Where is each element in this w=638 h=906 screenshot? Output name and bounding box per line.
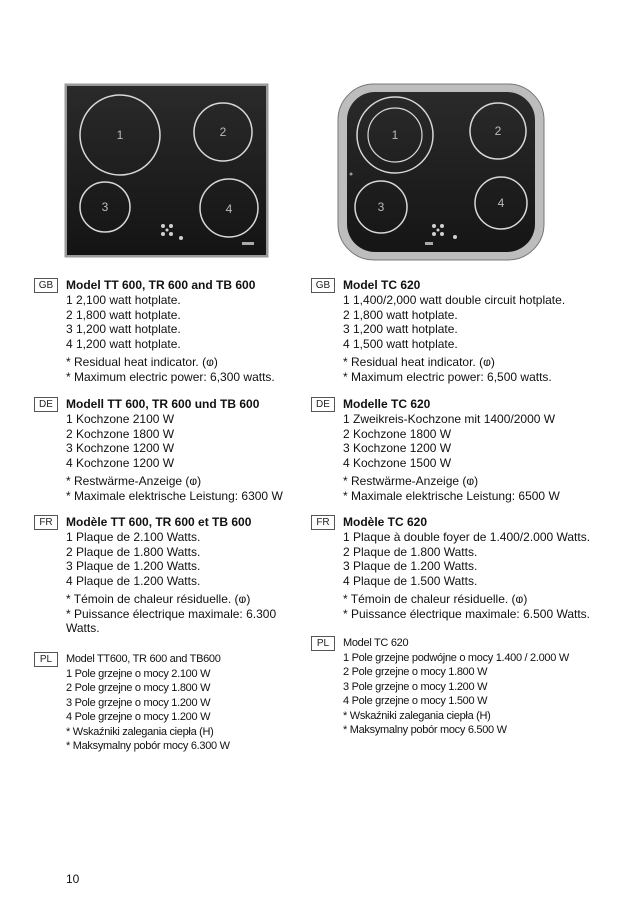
spec-line: 1 Kochzone 2100 W	[66, 412, 175, 426]
spec-line: 1 Pole grzejne podwójne o mocy 1.400 / 2.000 W	[343, 651, 569, 664]
page-number: 10	[66, 872, 80, 886]
lang-badge-pl: PL	[311, 636, 335, 651]
spec-line: 2 Pole grzejne o mocy 1.800 W	[66, 682, 211, 694]
hob-illustration-square	[64, 83, 269, 258]
spec-line: 2 Plaque de 1.800 Watts.	[343, 544, 478, 559]
note-line: * Restwärme-Anzeige (ⱷ)	[343, 474, 479, 488]
hob-rounded-svg	[337, 83, 545, 261]
spec-line: 3 Pole grzejne o mocy 1.200 W	[343, 680, 488, 693]
model-title: Model TC 620	[343, 278, 421, 292]
lang-badge-de: DE	[34, 397, 58, 412]
control-dot	[453, 235, 457, 239]
note-line: * Residual heat indicator. (ⱷ)	[66, 355, 218, 369]
spec-line: 2 Pole grzejne o mocy 1.800 W	[343, 666, 488, 678]
note-line: * Maximum electric power: 6,300 watts.	[66, 369, 275, 384]
control-dot	[179, 236, 183, 240]
spec-line: 3 1,200 watt hotplate.	[66, 322, 181, 336]
spec-line: 4 Pole grzejne o mocy 1.200 W	[66, 711, 211, 723]
spec-line: 2 1,800 watt hotplate.	[66, 307, 181, 322]
zone-2-label: 2	[494, 124, 502, 138]
note-line: * Wskaźniki zalegania ciepła (H)	[343, 709, 491, 722]
spec-line: 1 Plaque à double foyer de 1.400/2.000 Watts.	[343, 530, 591, 544]
spec-line: 1 Zweikreis-Kochzone mit 1400/2000 W	[343, 412, 556, 426]
note-line: * Témoin de chaleur résiduelle. (ⱷ)	[343, 592, 528, 606]
note-line: * Puissance électrique maximale: 6.300 Watts.	[66, 606, 277, 635]
spec-line: 4 1,500 watt hotplate.	[343, 336, 458, 351]
model-title: Model TT 600, TR 600 and TB 600	[66, 278, 256, 292]
note-line: * Maksymalny pobór mocy 6.500 W	[343, 724, 507, 736]
lang-badge-fr: FR	[311, 515, 335, 530]
brand-logo	[425, 242, 433, 245]
spec-line: 3 Plaque de 1.200 Watts.	[343, 559, 478, 573]
spec-line: 4 Kochzone 1200 W	[66, 455, 175, 470]
zone-1-label: 1	[116, 128, 124, 142]
lang-badge-fr: FR	[34, 515, 58, 530]
note-line: * Maksymalny pobór mocy 6.300 W	[66, 740, 230, 752]
spec-line: 2 Plaque de 1.800 Watts.	[66, 544, 201, 559]
spec-line: 2 Kochzone 1800 W	[343, 426, 452, 441]
spec-line: 4 Plaque de 1.500 Watts.	[343, 573, 478, 588]
edge-dot	[350, 173, 353, 176]
spec-line: 1 1,400/2,000 watt double circuit hotplate.	[343, 293, 566, 307]
zone-4-label: 4	[497, 196, 505, 210]
note-line: * Maximum electric power: 6,500 watts.	[343, 369, 552, 384]
note-line: * Maximale elektrische Leistung: 6500 W	[343, 488, 560, 503]
spec-line: 4 1,200 watt hotplate.	[66, 336, 181, 351]
zone-4-label: 4	[225, 202, 233, 216]
spec-line: 4 Plaque de 1.200 Watts.	[66, 573, 201, 588]
note-line: * Témoin de chaleur résiduelle. (ⱷ)	[66, 592, 251, 606]
zone-2-label: 2	[219, 125, 227, 139]
note-line: * Maximale elektrische Leistung: 6300 W	[66, 488, 283, 503]
hob-square-svg	[64, 83, 269, 258]
spec-line: 3 Pole grzejne o mocy 1.200 W	[66, 696, 211, 709]
spec-line: 1 Pole grzejne o mocy 2.100 W	[66, 667, 211, 680]
spec-line: 3 Kochzone 1200 W	[66, 441, 175, 455]
brand-logo	[242, 242, 254, 245]
model-title: Modelle TC 620	[343, 397, 431, 411]
zone-1-label: 1	[391, 128, 399, 142]
spec-line: 1 2,100 watt hotplate.	[66, 293, 181, 307]
lang-badge-gb: GB	[34, 278, 58, 293]
note-line: * Residual heat indicator. (ⱷ)	[343, 355, 495, 369]
model-title: Model TT600, TR 600 and TB600	[66, 653, 221, 665]
model-title: Modèle TT 600, TR 600 et TB 600	[66, 515, 252, 529]
note-line: * Restwärme-Anzeige (ⱷ)	[66, 474, 202, 488]
model-title: Model TC 620	[343, 637, 409, 649]
zone-3-label: 3	[377, 200, 385, 214]
left-column	[34, 278, 304, 758]
spec-line: 3 Kochzone 1200 W	[343, 441, 452, 455]
spec-line: 1 Plaque de 2.100 Watts.	[66, 530, 201, 544]
right-column	[311, 278, 611, 758]
spec-line: 2 1,800 watt hotplate.	[343, 307, 458, 322]
note-line: * Puissance électrique maximale: 6.500 Watts.	[343, 606, 591, 621]
lang-badge-pl: PL	[34, 652, 58, 667]
spec-line: 3 1,200 watt hotplate.	[343, 322, 458, 336]
lang-badge-gb: GB	[311, 278, 335, 293]
model-title: Modell TT 600, TR 600 und TB 600	[66, 397, 260, 411]
spec-line: 3 Plaque de 1.200 Watts.	[66, 559, 201, 573]
spec-line: 4 Kochzone 1500 W	[343, 455, 452, 470]
model-title: Modèle TC 620	[343, 515, 428, 529]
zone-3-label: 3	[101, 200, 109, 214]
spec-line: 2 Kochzone 1800 W	[66, 426, 175, 441]
hob-illustration-rounded	[337, 83, 545, 261]
note-line: * Wskaźniki zalegania ciepła (H)	[66, 725, 214, 738]
spec-line: 4 Pole grzejne o mocy 1.500 W	[343, 695, 488, 707]
lang-badge-de: DE	[311, 397, 335, 412]
